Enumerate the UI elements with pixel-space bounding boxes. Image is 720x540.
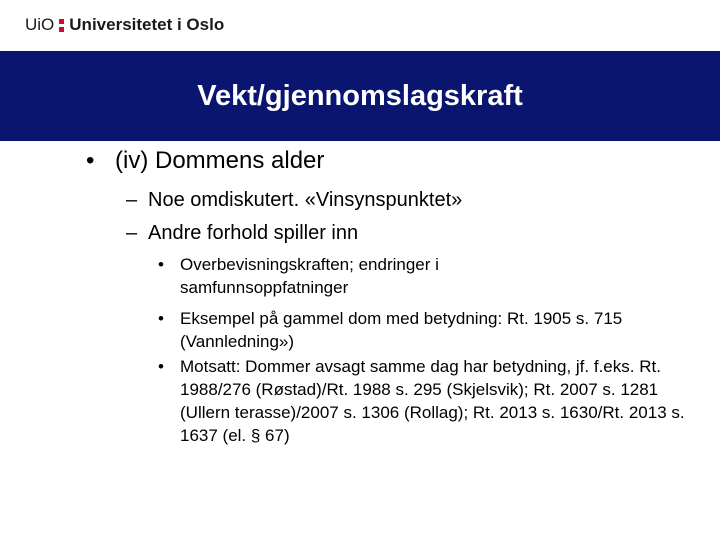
logo-university-name: Universitetet i Oslo: [69, 15, 225, 34]
bullet-text: Noe omdiskutert. «Vinsynspunktet»: [148, 189, 463, 211]
dash-marker: –: [126, 189, 138, 211]
bullet-level3-item: [158, 355, 705, 447]
bullet-level2-item: [126, 187, 462, 213]
logo-colon-icon: [59, 19, 64, 32]
dash-marker: –: [126, 222, 138, 244]
slide-title-bar: [0, 51, 720, 141]
bullet-marker: •: [86, 147, 95, 174]
bullet-level3-item: [158, 307, 680, 353]
bullet-marker: •: [158, 357, 164, 376]
bullet-level2-item: [126, 220, 358, 246]
bullet-level3-item: [158, 253, 510, 299]
logo-prefix: UiO: [25, 15, 55, 34]
bullet-marker: •: [158, 255, 164, 274]
bullet-text: Eksempel på gammel dom med betydning: Rt. 1905 s. 715 (Vannledning»): [180, 309, 623, 351]
bullet-marker: •: [158, 309, 164, 328]
university-logo: [25, 14, 224, 36]
slide-title: Vekt/gjennomslagskraft: [197, 79, 523, 112]
bullet-level1: [86, 146, 324, 176]
bullet-text: (iv) Dommens alder: [115, 147, 325, 174]
bullet-text: Overbevisningskraften; endringer i samfunnsoppfatninger: [180, 255, 439, 297]
bullet-text: Motsatt: Dommer avsagt samme dag har betydning, jf. f.eks. Rt. 1988/276 (Røstad)/Rt. 1988 s. 295 (Skjelsvik); Rt. 2007 s. 1281 (Ullern terasse)/2007 s. 1306 (Rollag); Rt. 2013 s. 1630/Rt. 2013 s. 1637 (el. § 67): [180, 357, 685, 445]
bullet-text: Andre forhold spiller inn: [148, 222, 359, 244]
